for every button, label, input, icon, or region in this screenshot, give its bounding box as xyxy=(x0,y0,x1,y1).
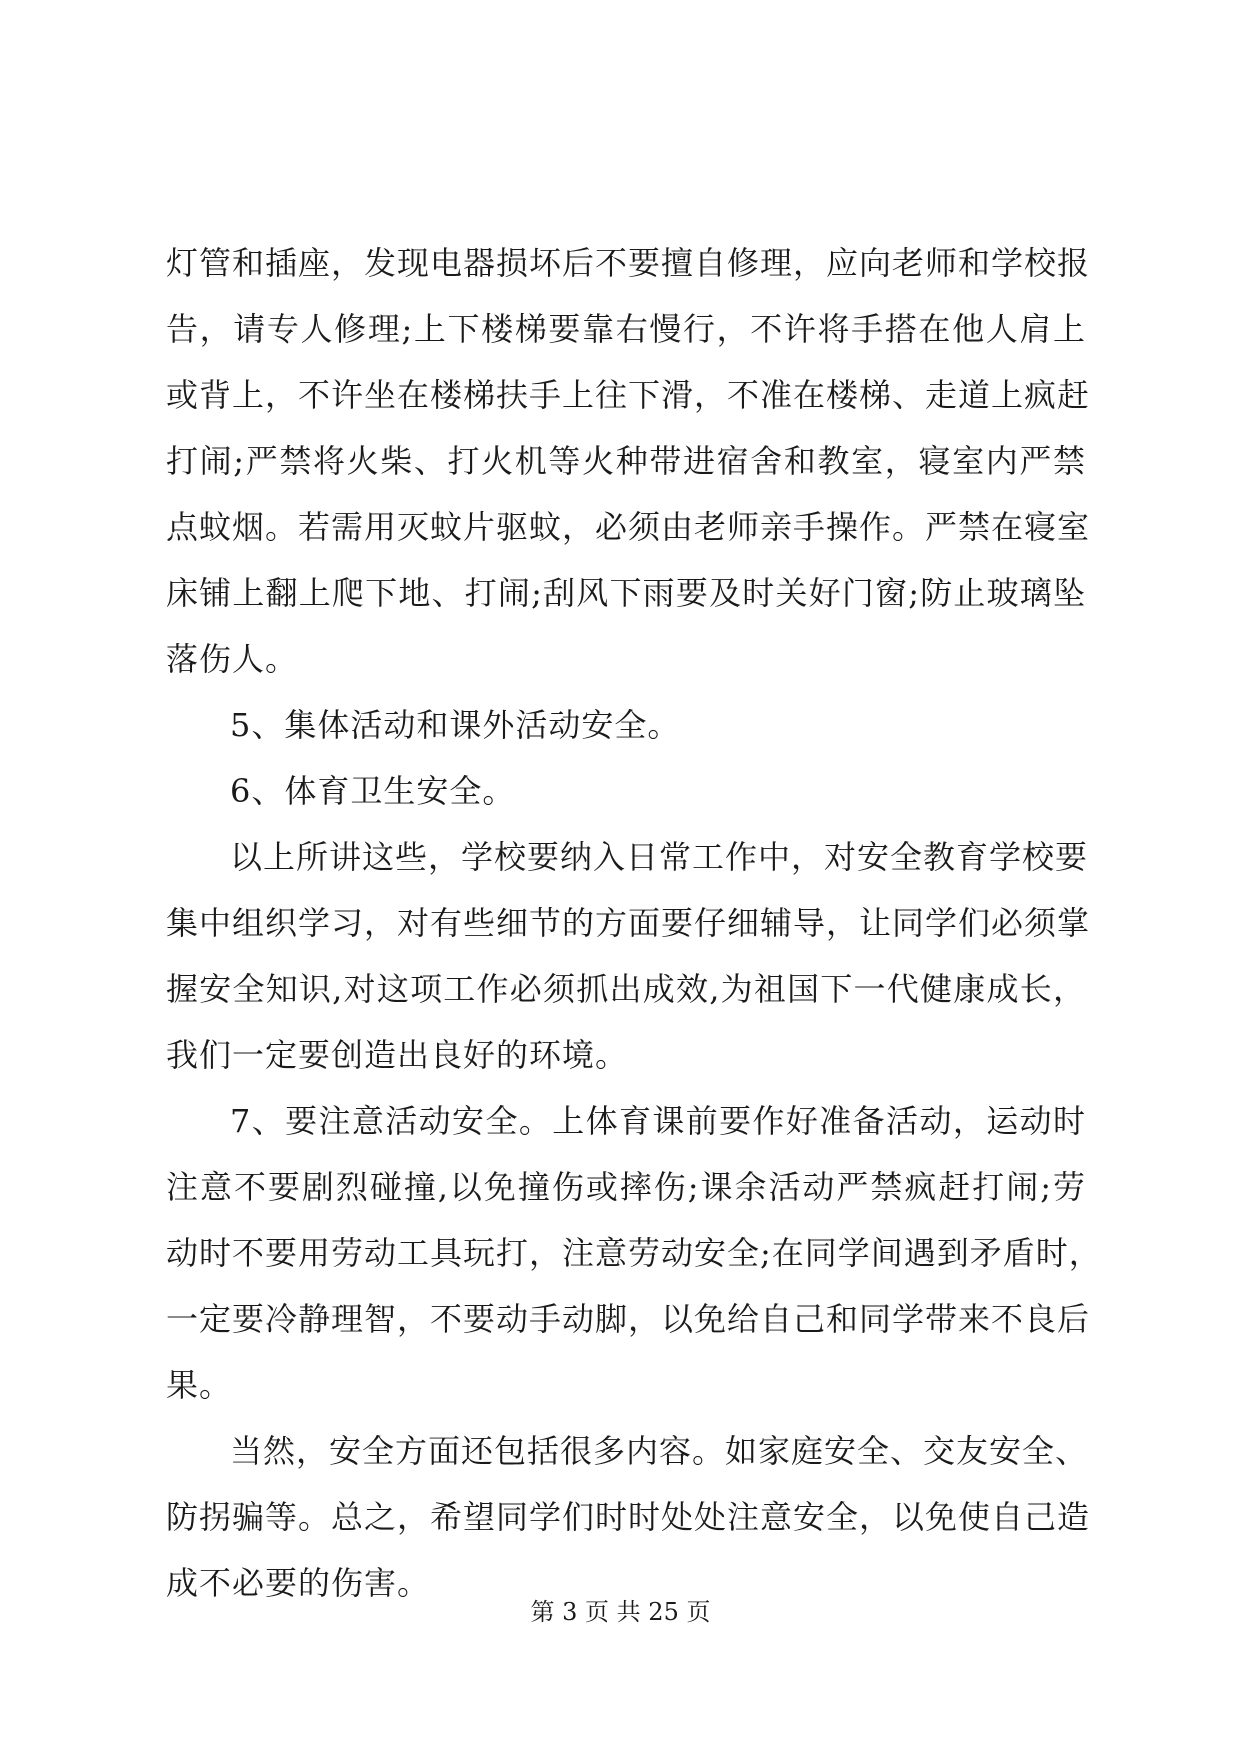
text-line: 打闹;严禁将火柴、打火机等火种带进宿舍和教室，寝室内严禁 xyxy=(166,442,1086,480)
body-text xyxy=(166,230,1102,1616)
paragraph-conclusion xyxy=(166,1418,1091,1616)
page-footer xyxy=(0,1597,1241,1627)
paragraph-item-7 xyxy=(166,1088,1102,1418)
text-line: 6、体育卫生安全。 xyxy=(230,772,516,810)
text-line: 落伤人。 xyxy=(166,640,299,678)
text-line: 7、要注意活动安全。上体育课前要作好准备活动，运动时 xyxy=(230,1102,1086,1140)
text-line: 集中组织学习，对有些细节的方面要仔细辅导，让同学们必须掌 xyxy=(166,904,1091,942)
text-line: 当然，安全方面还包括很多内容。如家庭安全、交友安全、 xyxy=(230,1432,1089,1470)
page-number-label: 第 3 页 共 25 页 xyxy=(530,1598,711,1626)
text-line: 成不必要的伤害。 xyxy=(166,1564,431,1602)
text-line: 果。 xyxy=(166,1366,233,1404)
text-line: 灯管和插座，发现电器损坏后不要擅自修理，应向老师和学校报 xyxy=(166,244,1091,282)
text-line: 动时不要用劳动工具玩打，注意劳动安全;在同学间遇到矛盾时， xyxy=(166,1234,1102,1272)
paragraph-summary xyxy=(166,824,1091,1088)
text-line: 床铺上翻上爬下地、打闹;刮风下雨要及时关好门窗;防止玻璃坠 xyxy=(166,574,1086,612)
text-line: 点蚊烟。若需用灭蚊片驱蚊，必须由老师亲手操作。严禁在寝室 xyxy=(166,508,1091,546)
paragraph-dorm-safety xyxy=(166,230,1091,692)
text-line: 握安全知识,对这项工作必须抓出成效,为祖国下一代健康成长， xyxy=(166,970,1086,1008)
paragraph-item-5 xyxy=(166,692,1086,758)
text-line: 或背上，不许坐在楼梯扶手上往下滑，不准在楼梯、走道上疯赶 xyxy=(166,376,1091,414)
text-line: 一定要冷静理智，不要动手动脚，以免给自己和同学带来不良后 xyxy=(166,1300,1091,1338)
text-line: 注意不要剧烈碰撞,以免撞伤或摔伤;课余活动严禁疯赶打闹;劳 xyxy=(166,1168,1086,1206)
text-line: 防拐骗等。总之，希望同学们时时处处注意安全，以免使自己造 xyxy=(166,1498,1091,1536)
paragraph-item-6 xyxy=(166,758,1086,824)
text-line: 我们一定要创造出良好的环境。 xyxy=(166,1036,629,1074)
text-line: 告，请专人修理;上下楼梯要靠右慢行，不许将手搭在他人肩上 xyxy=(166,310,1086,348)
text-line: 5、集体活动和课外活动安全。 xyxy=(230,706,681,744)
text-line: 以上所讲这些，学校要纳入日常工作中，对安全教育学校要 xyxy=(230,838,1089,876)
